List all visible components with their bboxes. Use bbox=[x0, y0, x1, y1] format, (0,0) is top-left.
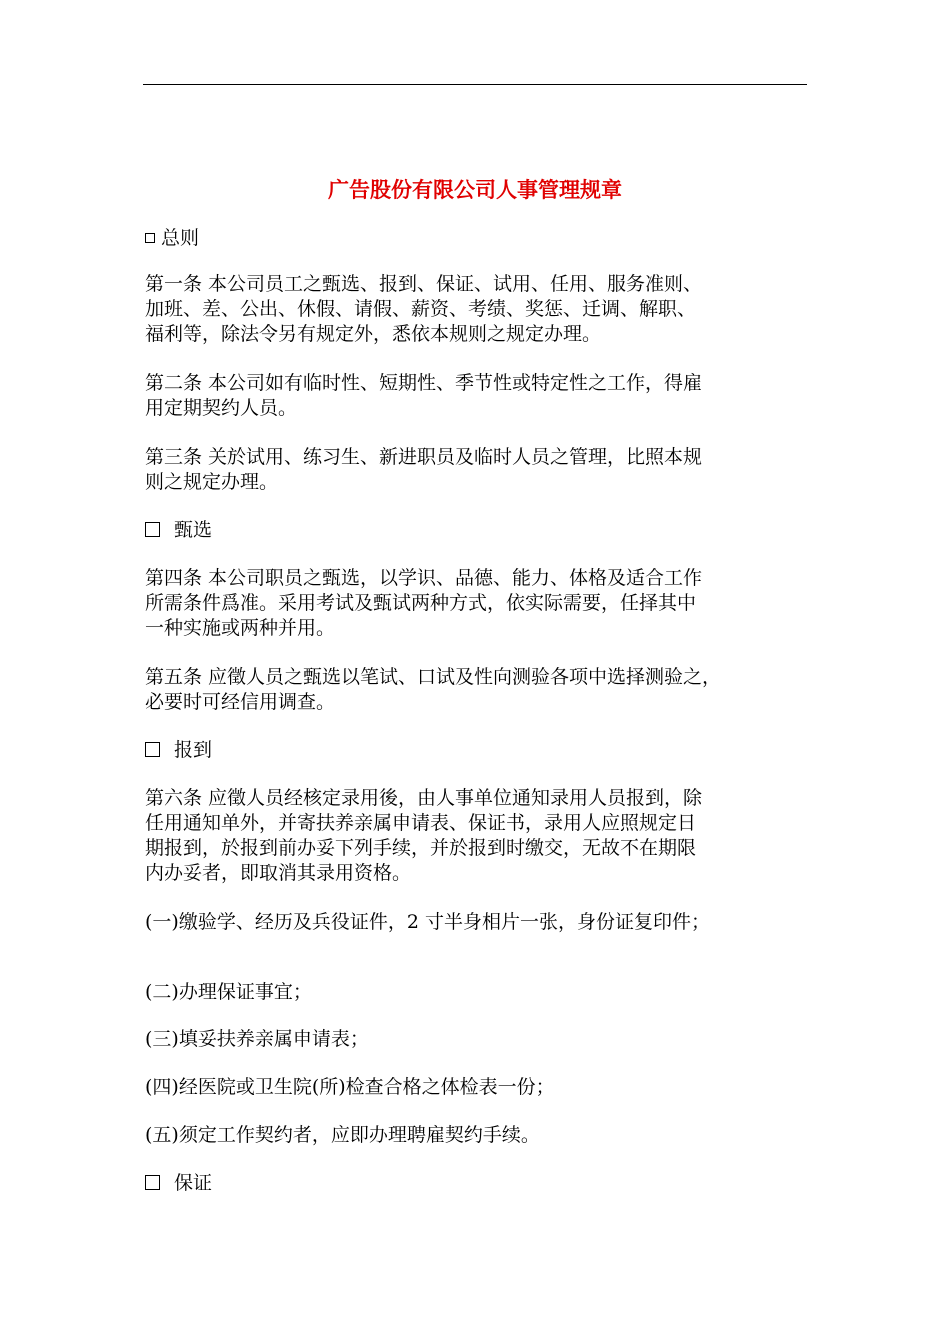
checkbox-square-icon bbox=[145, 742, 160, 757]
list-item: (一)缴验学、经历及兵役证件，2 寸半身相片一张，身份证复印件； bbox=[145, 911, 710, 933]
section-label: 总则 bbox=[161, 227, 200, 249]
article-2 bbox=[145, 371, 815, 421]
article-line: 则之规定办理。 bbox=[145, 471, 279, 493]
checkbox-square-icon bbox=[145, 233, 155, 243]
section-heading-report bbox=[145, 737, 212, 763]
list-item: (四)经医院或卫生院(所)检查合格之体检表一份； bbox=[145, 1076, 555, 1098]
document-title: 广告股份有限公司人事管理规章 bbox=[328, 177, 622, 202]
checkbox-square-icon bbox=[145, 522, 160, 537]
section-heading-selection bbox=[145, 517, 212, 543]
section-label: 报到 bbox=[174, 739, 213, 761]
section-heading-general bbox=[145, 225, 199, 251]
section-label: 保证 bbox=[174, 1172, 213, 1194]
article-line: 第二条 本公司如有临时性、短期性、季节性或特定性之工作，得雇 bbox=[145, 372, 703, 394]
article-4 bbox=[145, 566, 815, 641]
list-item: (二)办理保证事宜； bbox=[145, 981, 312, 1003]
article-line: 必要时可经信用调查。 bbox=[145, 691, 336, 713]
list-item: (五)须定工作契约者，应即办理聘雇契约手续。 bbox=[145, 1124, 540, 1146]
article-line: 第四条 本公司职员之甄选，以学识、品德、能力、体格及适合工作 bbox=[145, 567, 703, 589]
article-line: 第三条 关於试用、练习生、新进职员及临时人员之管理，比照本规 bbox=[145, 446, 703, 468]
list-item: (三)填妥扶养亲属申请表； bbox=[145, 1028, 369, 1050]
article-line: 任用通知单外，并寄扶养亲属申请表、保证书，录用人应照规定日 bbox=[145, 812, 697, 834]
article-line: 福利等，除法令另有规定外，悉依本规则之规定办理。 bbox=[145, 323, 602, 345]
section-label: 甄选 bbox=[174, 519, 213, 541]
article-line: 用定期契约人员。 bbox=[145, 397, 298, 419]
checkbox-square-icon bbox=[145, 1175, 160, 1190]
article-6 bbox=[145, 786, 815, 886]
header-rule bbox=[143, 84, 807, 85]
article-line: 一种实施或两种并用。 bbox=[145, 617, 336, 639]
article-line: 期报到，於报到前办妥下列手续，并於报到时缴交，无故不在期限 bbox=[145, 837, 697, 859]
article-line: 第一条 本公司员工之甄选、报到、保证、试用、任用、服务准则、 bbox=[145, 273, 703, 295]
article-line: 内办妥者，即取消其录用资格。 bbox=[145, 862, 412, 884]
article-3 bbox=[145, 445, 815, 495]
section-heading-guarantee bbox=[145, 1170, 212, 1196]
article-line: 加班、差、公出、休假、请假、薪资、考绩、奖惩、迁调、解职、 bbox=[145, 298, 697, 320]
article-line: 第五条 应徵人员之甄选以笔试、口试及性向测验各项中选择测验之， bbox=[145, 666, 722, 688]
article-line: 所需条件爲准。采用考试及甄试两种方式，依实际需要，任择其中 bbox=[145, 592, 697, 614]
article-5 bbox=[145, 665, 815, 715]
article-1 bbox=[145, 272, 815, 347]
article-line: 第六条 应徵人员经核定录用後，由人事单位通知录用人员报到，除 bbox=[145, 787, 703, 809]
